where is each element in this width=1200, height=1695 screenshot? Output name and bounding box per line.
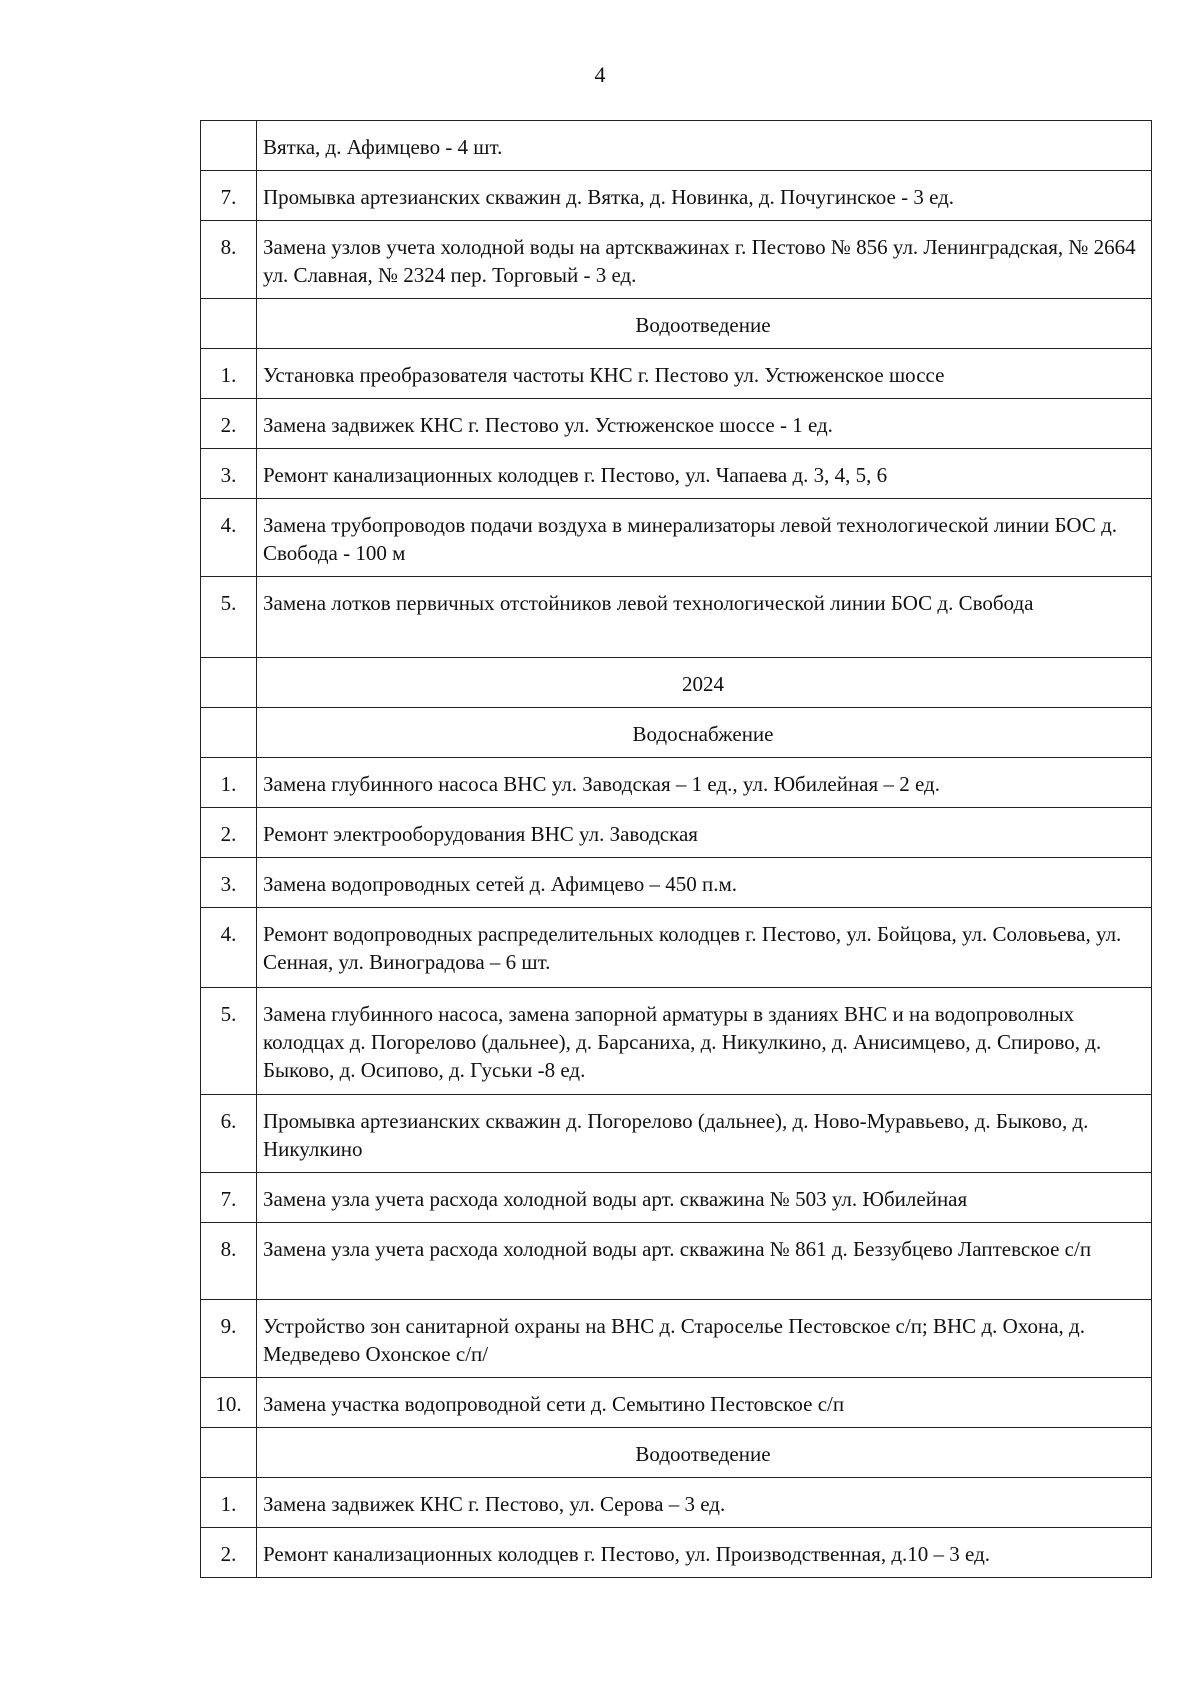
table-row <box>201 577 1152 658</box>
table-row <box>201 908 1152 988</box>
work-description: Замена узлов учета холодной воды на артскважинах г. Пестово № 856 ул. Ленинградская, № 2664 ул. Славная, № 2324 пер. Торговый - 3 ед. <box>257 221 1152 299</box>
work-description: Промывка артезианских скважин д. Погорелово (дальнее), д. Ново-Муравьево, д. Быково, д. Никулкино <box>257 1095 1152 1173</box>
section-title: Водоотведение <box>257 1428 1152 1478</box>
row-number: 3. <box>201 449 257 499</box>
work-description: Устройство зон санитарной охраны на ВНС д. Староселье Пестовское с/п; ВНС д. Охона, д. Медведево Охонское с/п/ <box>257 1300 1152 1378</box>
table-row <box>201 221 1152 299</box>
work-description: Промывка артезианских скважин д. Вятка, д. Новинка, д. Почугинское - 3 ед. <box>257 171 1152 221</box>
row-number <box>201 121 257 171</box>
section-header-row <box>201 708 1152 758</box>
work-description: Установка преобразователя частоты КНС г. Пестово ул. Устюженское шоссе <box>257 349 1152 399</box>
table-row <box>201 988 1152 1095</box>
table-row <box>201 858 1152 908</box>
section-title: Водоотведение <box>257 299 1152 349</box>
work-description: Ремонт канализационных колодцев г. Пестово, ул. Производственная, д.10 – 3 ед. <box>257 1528 1152 1578</box>
row-number: 6. <box>201 1095 257 1173</box>
table-row <box>201 1173 1152 1223</box>
work-description: Ремонт электрооборудования ВНС ул. Заводская <box>257 808 1152 858</box>
row-number: 2. <box>201 1528 257 1578</box>
work-description: Вятка, д. Афимцево - 4 шт. <box>257 121 1152 171</box>
row-number <box>201 708 257 758</box>
work-description: Замена трубопроводов подачи воздуха в минерализаторы левой технологической линии БОС д. Свобода - 100 м <box>257 499 1152 577</box>
row-number: 8. <box>201 1223 257 1300</box>
work-description: Замена узла учета расхода холодной воды арт. скважина № 503 ул. Юбилейная <box>257 1173 1152 1223</box>
table-row <box>201 1478 1152 1528</box>
section-title: 2024 <box>257 658 1152 708</box>
work-description: Замена задвижек КНС г. Пестово, ул. Серова – 3 ед. <box>257 1478 1152 1528</box>
work-description: Замена водопроводных сетей д. Афимцево – 450 п.м. <box>257 858 1152 908</box>
work-description: Замена глубинного насоса, замена запорной арматуры в зданиях ВНС и на водопроволных колодцах д. Погорелово (дальнее), д. Барсаниха, д. Никулкино, д. Анисимцево, д. Спирово, д. Быково, д. Осипово, д. Гуськи -8 ед. <box>257 988 1152 1095</box>
row-number: 4. <box>201 908 257 988</box>
row-number: 4. <box>201 499 257 577</box>
table-row <box>201 399 1152 449</box>
works-table <box>200 120 1152 1578</box>
works-table-body <box>201 121 1152 1578</box>
row-number: 5. <box>201 577 257 658</box>
row-number <box>201 658 257 708</box>
table-row <box>201 121 1152 171</box>
row-number <box>201 299 257 349</box>
work-description: Замена узла учета расхода холодной воды арт. скважина № 861 д. Беззубцево Лаптевское с/п <box>257 1223 1152 1300</box>
row-number: 7. <box>201 171 257 221</box>
row-number: 2. <box>201 399 257 449</box>
table-row <box>201 1528 1152 1578</box>
table-row <box>201 1223 1152 1300</box>
work-description: Замена задвижек КНС г. Пестово ул. Устюженское шоссе - 1 ед. <box>257 399 1152 449</box>
row-number: 1. <box>201 758 257 808</box>
work-description: Замена участка водопроводной сети д. Семытино Пестовское с/п <box>257 1378 1152 1428</box>
table-row <box>201 1378 1152 1428</box>
table-row <box>201 808 1152 858</box>
row-number: 7. <box>201 1173 257 1223</box>
row-number <box>201 1428 257 1478</box>
table-row <box>201 349 1152 399</box>
work-description: Ремонт канализационных колодцев г. Пестово, ул. Чапаева д. 3, 4, 5, 6 <box>257 449 1152 499</box>
section-title: Водоснабжение <box>257 708 1152 758</box>
section-header-row <box>201 658 1152 708</box>
row-number: 1. <box>201 1478 257 1528</box>
work-description: Замена лотков первичных отстойников левой технологической линии БОС д. Свобода <box>257 577 1152 658</box>
row-number: 9. <box>201 1300 257 1378</box>
row-number: 3. <box>201 858 257 908</box>
section-header-row <box>201 1428 1152 1478</box>
row-number: 2. <box>201 808 257 858</box>
row-number: 1. <box>201 349 257 399</box>
table-row <box>201 499 1152 577</box>
table-row <box>201 171 1152 221</box>
work-description: Замена глубинного насоса ВНС ул. Заводская – 1 ед., ул. Юбилейная – 2 ед. <box>257 758 1152 808</box>
section-header-row <box>201 299 1152 349</box>
row-number: 5. <box>201 988 257 1095</box>
table-row <box>201 758 1152 808</box>
row-number: 8. <box>201 221 257 299</box>
page-number: 4 <box>594 62 606 87</box>
table-row <box>201 1095 1152 1173</box>
row-number: 10. <box>201 1378 257 1428</box>
table-row <box>201 449 1152 499</box>
table-row <box>201 1300 1152 1378</box>
work-description: Ремонт водопроводных распределительных колодцев г. Пестово, ул. Бойцова, ул. Соловьева, ул. Сенная, ул. Виноградова – 6 шт. <box>257 908 1152 988</box>
